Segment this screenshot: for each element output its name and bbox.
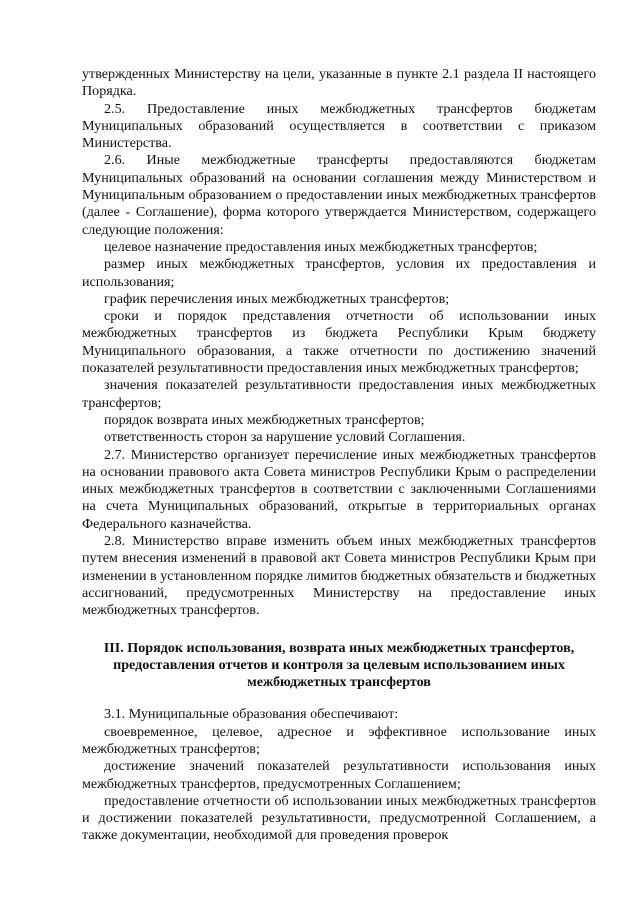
paragraph-2-8: 2.8. Министерство вправе изменить объем иных межбюджетных трансфертов путем внесения изменений в правовой акт Совета министров Республики Крым при изменении в установленном порядке лимитов бюджетных обязательств и бюджетных ассигнований, предусмотренных Министерству на предоставление иных межбюджетных трансфертов. <box>82 533 596 619</box>
paragraph-2-7: 2.7. Министерство организует перечисление иных межбюджетных трансфертов на основании правового акта Совета министров Республики Крым о распределении иных межбюджетных трансфертов в соответствии с заключенными Соглашениями на счета Муниципальных образований, открытые в территориальных органах Федерального казначейства. <box>82 446 596 532</box>
list-item: предоставление отчетности об использовании иных межбюджетных трансфертов и достижении показателей результативности, предусмотренной Соглашением, а также документации, необходимой для проведения проверок <box>82 792 596 844</box>
body-text-top <box>82 66 596 620</box>
list-item: график перечисления иных межбюджетных трансфертов; <box>104 290 450 307</box>
list-item: порядок возврата иных межбюджетных трансфертов; <box>104 411 425 428</box>
list-item: значения показателей результативности предоставления иных межбюджетных трансфертов; <box>82 377 596 411</box>
section-heading: III. Порядок использования, возврата иных межбюджетных трансфертов, предоставления отчетов и контроля за целевым использованием иных межбюджетных трансфертов <box>103 639 575 691</box>
paragraph-2-6: 2.6. Иные межбюджетные трансферты предоставляются бюджетам Муниципальных образований на основании соглашения между Министерством и Муниципальным образованием о предоставлении иных межбюджетных трансфертов (далее - Соглашение), форма которого утверждается Министерством, содержащего следующие положения: <box>82 152 596 238</box>
spacer <box>82 620 596 640</box>
list-item: сроки и порядок представления отчетности об использовании иных межбюджетных трансфертов из бюджета Республики Крым бюджету Муниципального образования, а также отчетности по достижению значений показателей результативности предоставления иных межбюджетных трансфертов; <box>82 308 596 377</box>
list-item: своевременное, целевое, адресное и эффективное использование иных межбюджетных трансфертов; <box>82 723 596 757</box>
paragraph-3-1: 3.1. Муниципальные образования обеспечивают: <box>104 706 399 723</box>
list-item: ответственность сторон за нарушение условий Соглашения. <box>104 429 466 446</box>
list-item: целевое назначение предоставления иных межбюджетных трансфертов; <box>104 238 538 255</box>
list-item: размер иных межбюджетных трансфертов, условия их предоставления и использования; <box>82 256 596 290</box>
paragraph-2-5: 2.5. Предоставление иных межбюджетных трансфертов бюджетам Муниципальных образований осуществляется в соответствии с приказом Министерства. <box>82 100 596 152</box>
body-text-bottom <box>82 706 596 844</box>
spacer <box>82 691 596 706</box>
list-item: достижение значений показателей результативности использования иных межбюджетных трансфертов, предусмотренных Соглашением; <box>82 758 596 792</box>
paragraph: утвержденных Министерству на цели, указанные в пункте 2.1 раздела II настоящего Порядка. <box>82 66 596 100</box>
